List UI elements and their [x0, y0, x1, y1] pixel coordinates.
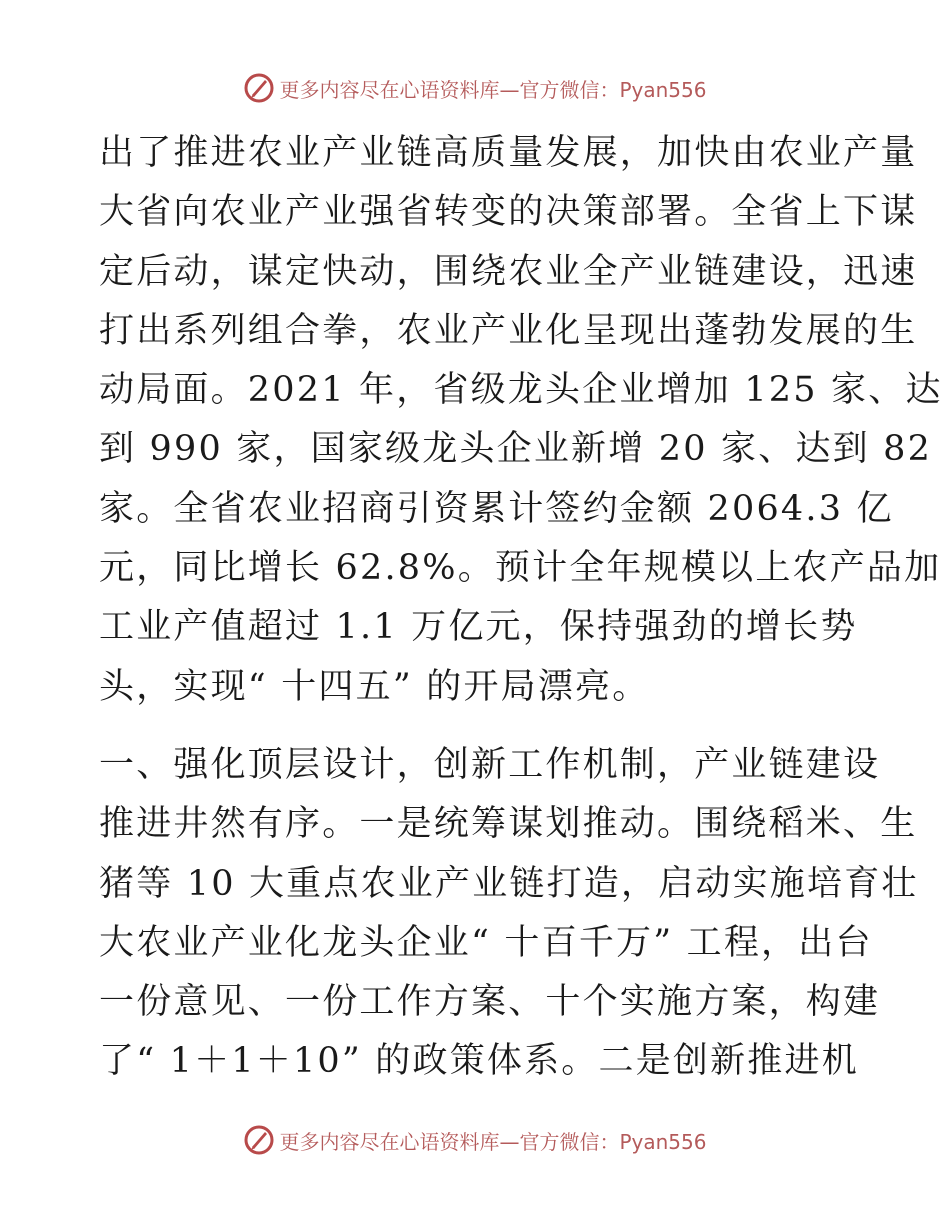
paragraph-2 [99, 736, 919, 1092]
document-body [99, 124, 943, 1092]
footer-watermark [0, 1120, 950, 1160]
quill-circle-icon [243, 72, 275, 104]
text-line: 出了推进农业产业链高质量发展，加快由农业产量 [99, 133, 918, 173]
text-line: 元，同比增长 62.8%。预计全年规模以上农产品加 [99, 548, 942, 589]
text-line: 猪等 10 大重点农业产业链打造，启动实施培育壮 [99, 863, 919, 904]
text-line: 定后动，谋定快动，围绕农业全产业链建设，迅速 [99, 251, 918, 292]
text-line: 头，实现“ 十四五” 的开局漂亮。 [99, 666, 650, 707]
text-line: 打出系列组合拳，农业产业化呈现出蓬勃发展的生 [99, 310, 918, 351]
text-line: 工业产值超过 1.1 万亿元，保持强劲的增长势 [99, 607, 858, 648]
text-line: 大农业产业化龙头企业“ 十百千万” 工程，出台 [99, 922, 873, 963]
text-line: 一份意见、一份工作方案、十个实施方案，构建 [99, 982, 881, 1023]
text-line: 了“ 1＋1＋10” 的政策体系。二是创新推进机 [99, 1041, 859, 1082]
text-line: 到 990 家，国家级龙头企业新增 20 家、达到 82 [99, 429, 933, 470]
text-line: 动局面。2021 年，省级龙头企业增加 125 家、达 [99, 370, 943, 411]
header-watermark [0, 68, 950, 108]
text-line: 家。全省农业招商引资累计签约金额 2064.3 亿 [99, 488, 894, 529]
quill-circle-icon [243, 1124, 275, 1156]
text-line: 大省向农业产业强省转变的决策部署。全省上下谋 [99, 192, 918, 233]
watermark-text: 更多内容尽在心语资料库—官方微信：Pyan556 [279, 77, 707, 102]
text-line: 一、强化顶层设计，创新工作机制，产业链建设 [99, 744, 881, 785]
watermark-text: 更多内容尽在心语资料库—官方微信：Pyan556 [279, 1129, 707, 1154]
paragraph-1 [99, 124, 943, 717]
text-line: 推进井然有序。一是统筹谋划推动。围绕稻米、生 [99, 804, 918, 845]
